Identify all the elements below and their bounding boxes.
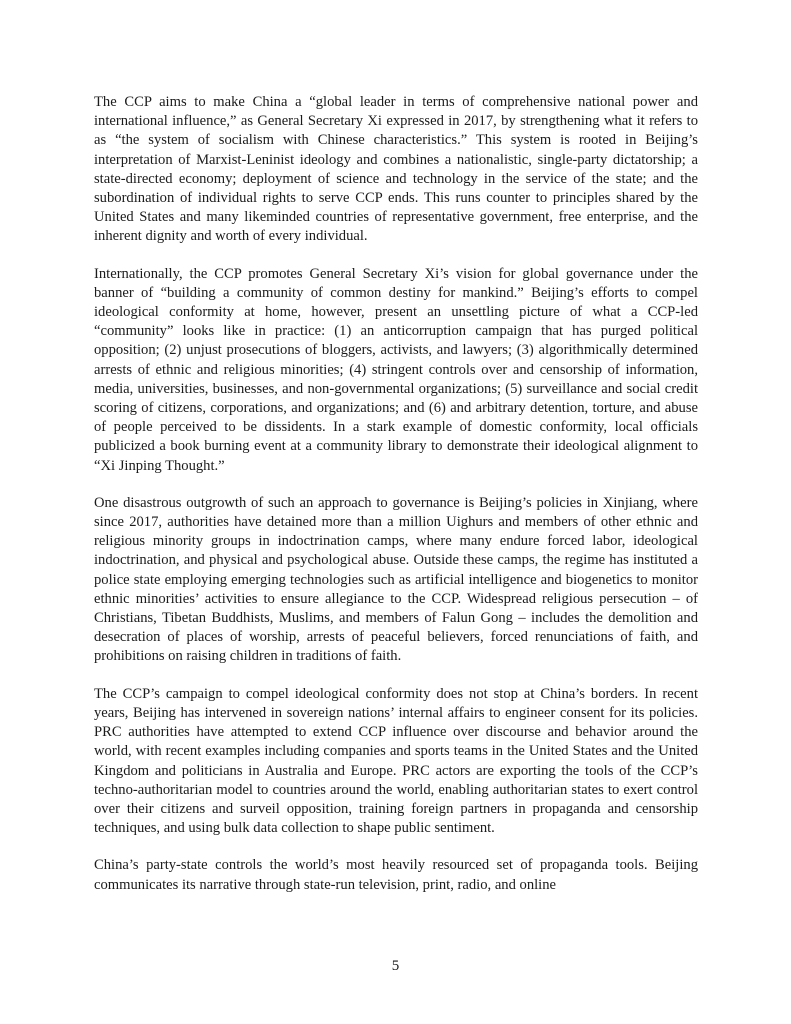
paragraph-system-of-socialism: The CCP aims to make China a “global leader in terms of comprehensive national power and international influence,” as General Secretary Xi expressed in 2017, by strengthening what it refers to as “the system of socialism with Chinese characteristics.” This system is rooted in Beijing’s interpretation of Marxist-Leninist ideology and combines a nationalistic, single-party dictatorship; a state-directed economy; deployment of science and technology in the service of the state; and the subordination of individual rights to serve CCP ends. This runs counter to principles shared by the United States and many likeminded countries of representative government, free enterprise, and the inherent dignity and worth of every individual. xyxy=(94,94,698,245)
paragraph-xinjiang-policies: One disastrous outgrowth of such an approach to governance is Beijing’s policies in Xinjiang, where since 2017, authorities have detained more than a million Uighurs and members of other ethnic and religious minority groups in indoctrination camps, where many endure forced labor, ideological indoctrination, and physical and psychological abuse. Outside these camps, the regime has instituted a police state employing emerging technologies such as artificial intelligence and biogenetics to monitor ethnic minorities’ activities to ensure allegiance to the CCP. Widespread religious persecution – of Christians, Tibetan Buddhists, Muslims, and members of Falun Gong – includes the demolition and desecration of places of worship, arrests of peaceful believers, forced renunciations of faith, and prohibitions on raising children in traditions of faith. xyxy=(94,494,698,665)
body-text xyxy=(94,93,698,913)
paragraph-propaganda-tools: China’s party-state controls the world’s most heavily resourced set of propaganda tools. Beijing communicates its narrative through state-run television, print, radio, and online xyxy=(94,857,698,893)
paragraph-global-governance: Internationally, the CCP promotes General Secretary Xi’s vision for global governance under the banner of “building a community of common destiny for mankind.” Beijing’s efforts to compel ideological conformity at home, however, present an unsettling picture of what a CCP-led “community” looks like in practice: (1) an anticorruption campaign that has purged political opposition; (2) unjust prosecutions of bloggers, activists, and lawyers; (3) algorithmically determined arrests of ethnic and religious minorities; (4) stringent controls over and censorship of information, media, universities, businesses, and non-governmental organizations; (5) surveillance and social credit scoring of citizens, corporations, and organizations; and (6) and arbitrary detention, torture, and abuse of people perceived to be dissidents. In a stark example of domestic conformity, local officials publicized a book burning event at a community library to demonstrate their ideological alignment to “Xi Jinping Thought.” xyxy=(94,265,698,474)
paragraph-beyond-borders: The CCP’s campaign to compel ideological conformity does not stop at China’s borders. In recent years, Beijing has intervened in sovereign nations’ internal affairs to engineer consent for its policies. PRC authorities have attempted to extend CCP influence over discourse and behavior around the world, with recent examples including companies and sports teams in the United States and the United Kingdom and politicians in Australia and Europe. PRC actors are exporting the tools of the CCP’s techno-authoritarian model to countries around the world, enabling authoritarian states to exert control over their citizens and surveil opposition, training foreign partners in propaganda and censorship techniques, and using bulk data collection to shape public sentiment. xyxy=(94,685,698,837)
page-number: 5 xyxy=(391,958,400,974)
